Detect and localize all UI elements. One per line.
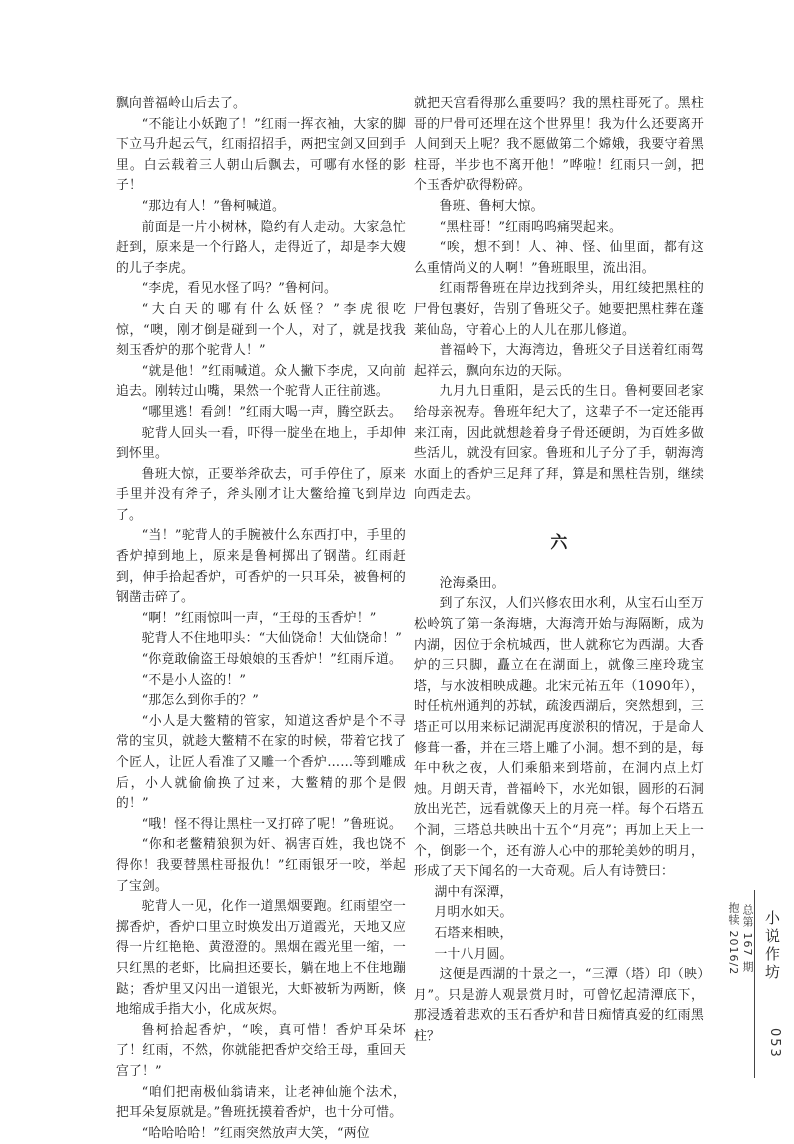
right-column-bottom — [414, 574, 704, 883]
paragraph: 飘向普福岭山后去了。 — [116, 96, 246, 111]
paragraph: “李虎，看见水怪了吗？”鲁柯问。 — [141, 281, 338, 297]
paragraph: “就是他！”红雨喊道。众人撇下李虎，又向前追去。刚转过山嘴，果然一个驼背人正往前逃。 — [116, 363, 406, 400]
paragraph: 九月九日重阳，是云氏的生日。鲁柯要回老家给母亲祝寿。鲁班年纪大了，这辈子不一定还能再来江南，因此就想趁着身子骨还硬朗，为百姓多做些活儿，就没有回家。鲁班和儿子分了手，朝海湾水面上的香炉三足拜了拜，算是和黑柱告别，继续向西走去。 — [414, 384, 704, 503]
paragraph: 驼背人一见，化作一道黑烟要跑。红雨望空一掷香炉，香炉口里立时焕发出万道霞光，天地又应得一片红艳艳、黄澄澄的。黑烟在霞光里一缩，一只红黑的老虾，比扁担还要长，躺在地上不住地蹦跶；香炉里又闪出一道银光，大虾被斩为两断，倏地缩成手指大小，化成灰烬。 — [116, 899, 406, 1018]
paragraph: 到了东汉，人们兴修农田水利，从宝石山至万松岭筑了第一条海塘，大海湾开始与海隔断，成为内湖，因位于余杭城西，世人就称它为西湖。大香炉的三只脚，矗立在在湖面上，就像三座玲珑宝塔，与水波相映成趣。北宋元祐五年（1090年），时任杭州通判的苏轼，疏浚西湖后，突然想到，三塔正可以用来标记湖泥再度淤积的情况，于是命人修葺一番，并在三塔上雕了小洞。想不到的是，每年中秋之夜，人们乘船来到塔前，在洞内点上灯烛。月朗天青，普福岭下，水光如银，圆形的石洞放出光芒，远看就像天上的月亮一样。每个石塔五个洞，三塔总共映出十五个“月亮”；再加上天上一个，倒影一个，还有游人心中的那轮美妙的明月，形成了天下闻名的一大奇观。后人有诗赞曰： — [414, 596, 704, 880]
paragraph: “那边有人！”鲁柯喊道。 — [141, 198, 286, 214]
poem-block — [414, 883, 704, 965]
paragraph: “黑柱哥！”红雨呜呜痛哭起来。 — [439, 219, 623, 235]
paragraph: “小人是大鳖精的管家，知道这香炉是个不寻常的宝贝，就趁大鳖精不在家的时候，带着它找了个匠人，让匠人看准了又雕一个香炉……等到雕成后，小人就偷偷换了过来，大鳖精的那个是假的！” — [116, 713, 406, 812]
paragraph: “当！”驼背人的手腕被什么东西打中，手里的香炉掉到地上，原来是鲁柯掷出了钢凿。红雨赶到，伸手拾起香炉，可香炉的一只耳朵，被鲁柯的钢凿击碎了。 — [116, 528, 406, 606]
paragraph: 驼背人不住地叩头：“大仙饶命！大仙饶命！” — [141, 631, 403, 647]
paragraph: 鲁班、鲁柯大惊。 — [439, 198, 544, 214]
paragraph: 这便是西湖的十景之一，“三潭（塔）印（映）月”。只是游人观景赏月时，可曾忆起清潭底下，那浸透着悲欢的玉石香炉和昔日痴情真爱的红雨黑柱？ — [414, 967, 704, 1044]
left-text-column — [116, 94, 406, 1144]
paragraph: “咱们把南极仙翁请来，让老神仙施个法术，把耳朵复原就是。”鲁班抚摸着香炉，也十分可惜。 — [116, 1084, 406, 1121]
paragraph: 红雨帮鲁班在岸边找到斧头，用红绫把黑柱的尸骨包裹好，告别了鲁班父子。她要把黑柱葬在蓬莱仙岛，守着心上的人儿在那儿修道。 — [414, 281, 704, 338]
paragraph: “哦！怪不得让黑柱一叉打碎了呢！”鲁班说。 — [141, 816, 403, 832]
poem-line: 湖中有深潭， — [434, 884, 513, 900]
right-column-end — [414, 965, 704, 1047]
page-number: 053 — [767, 1028, 782, 1059]
journal-info: 抱犊 2016/2 — [727, 902, 740, 976]
issue-info: 总第 167 期 — [741, 904, 754, 973]
paragraph: “哪里逃！看剑！”红雨大喝一声，腾空跃去。 — [141, 404, 403, 420]
paragraph: “不能让小妖跑了！”红雨一挥衣袖，大家的脚下立马升起云气，红雨招招手，两把宝剑又回到手里。白云载着三人朝山后飘去，可哪有水怪的影子！ — [116, 116, 406, 194]
paragraph: 驼背人回头一看，吓得一腚坐在地上，手却伸到怀里。 — [116, 425, 406, 462]
paragraph: “你竟敢偷盗王母娘娘的玉香炉！”红雨斥道。 — [141, 652, 403, 668]
paragraph: “那怎么到你手的？” — [141, 693, 260, 709]
poem-line: 月明水如天。 — [434, 905, 513, 921]
poem-line: 一十八月圆。 — [434, 946, 513, 962]
paragraph: “不是小人盗的！” — [141, 672, 247, 688]
paragraph: “哈哈哈哈！”红雨突然放声大笑，“两位 — [141, 1125, 370, 1141]
journal-footer — [724, 890, 754, 1078]
paragraph: “你和老鳖精狼狈为奸、祸害百姓，我也饶不得你！我要替黑柱哥报仇！”红雨银牙一咬，举起了宝剑。 — [116, 837, 406, 894]
paragraph: 鲁班大惊，正要举斧砍去，可手停住了，原来手里并没有斧子，斧头刚才让大鳖给撞飞到岸边了。 — [116, 466, 406, 523]
paragraph: “啊！”红雨惊叫一声，“王母的玉香炉！” — [141, 610, 377, 626]
folio-box — [754, 890, 794, 1078]
paragraph: “大白天的哪有什么妖怪？”李虎很吃惊，“噢，刚才倒是碰到一个人，对了，就是找我刻玉香炉的那个驼背人！” — [116, 301, 406, 359]
right-text-column — [414, 94, 704, 1048]
poem-line: 石塔来相映， — [434, 925, 513, 941]
magazine-section-title: 小说作坊 — [763, 910, 781, 982]
right-column-top — [414, 94, 704, 506]
section-heading: 六 — [550, 532, 568, 553]
paragraph: 前面是一片小树林，隐约有人走动。大家急忙赶到，原来是一个行路人，走得近了，却是李大嫂的儿子李虎。 — [116, 219, 406, 276]
paragraph: 就把天宫看得那么重要吗？我的黑柱哥死了。黑柱哥的尸骨可还埋在这个世界里！我为什么还要离开人间到天上呢？我不愿做第二个嫦娥，我要守着黑柱哥，半步也不离开他！”哗啦！红雨只一剑，把个玉香炉砍得粉碎。 — [414, 96, 704, 194]
paragraph: 沧海桑田。 — [439, 575, 505, 591]
paragraph: 鲁柯拾起香炉，“唉，真可惜！香炉耳朵坏了！红雨，不然，你就能把香炉交给王母，重回天宫了！” — [116, 1022, 406, 1079]
paragraph: “唉，想不到！人、神、怪、仙里面，都有这么重情尚义的人啊！”鲁班眼里，流出泪。 — [414, 240, 704, 276]
paragraph: 普福岭下，大海湾边，鲁班父子目送着红雨驾起祥云，飘向东边的天际。 — [414, 343, 704, 379]
